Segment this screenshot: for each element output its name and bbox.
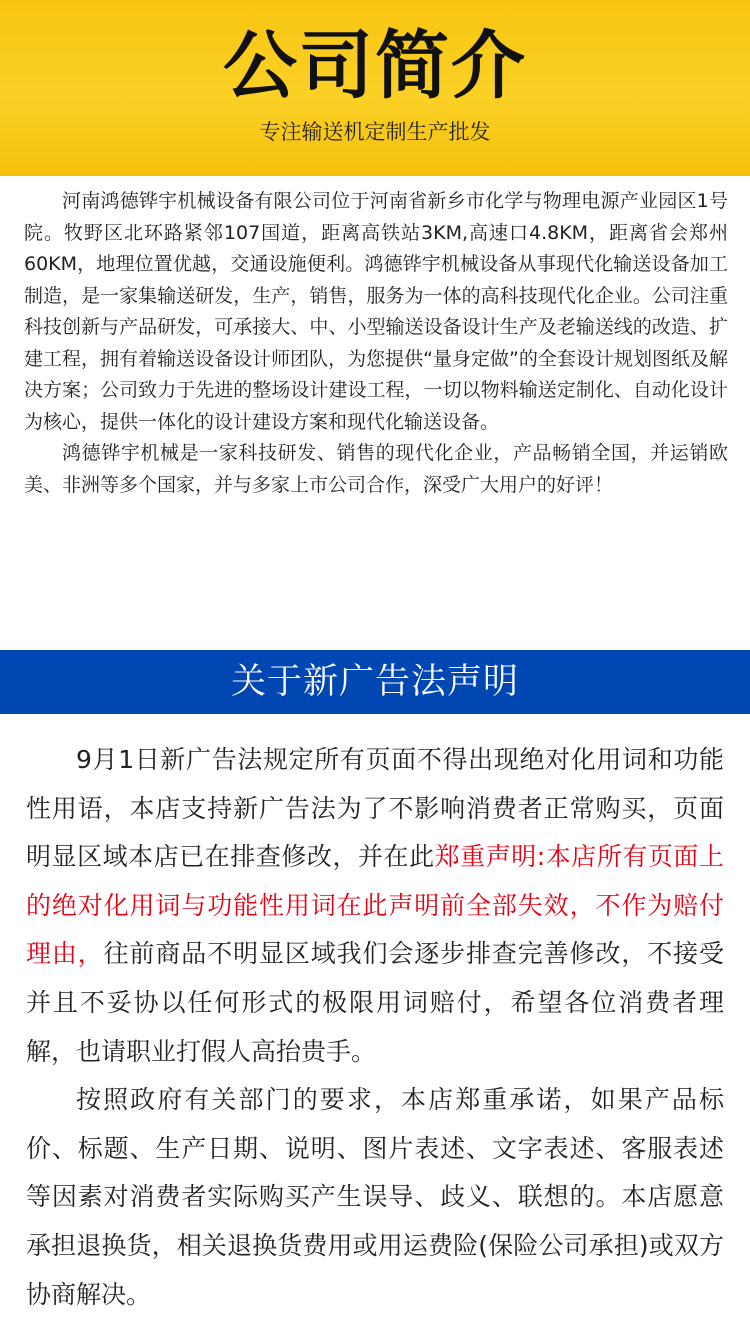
notice-paragraph-2: 按照政府有关部门的要求，本店郑重承诺，如果产品标价、标题、生产日期、说明、图片表述、文字表述、客服表述等因素对消费者实际购买产生误导、歧义、联想的。本店愿意承担退换货，相关退换货费用或用运费险(保险公司承担)或双方协商解决。 (26, 1085, 724, 1309)
notice-highlight: 郑重声明:本店所有页面上的绝对化用词与功能性用词在此声明前全部失效，不作为赔付理由， (26, 842, 724, 969)
ad-law-notice (26, 736, 724, 1319)
notice-paragraph-1 (26, 736, 724, 1076)
section-banner (0, 650, 750, 714)
company-intro (24, 186, 728, 501)
notice-text: 9月1日新广告法规定所有页面不得出现绝对化用词和功能性用语，本店支持新广告法为了不影响消费者正常购买，页面明显区域本店已在排查修改，并在此 (26, 745, 724, 872)
page-title: 公司简介 (223, 23, 527, 109)
section-title: 关于新广告法声明 (230, 662, 519, 702)
notice-text-continued: 往前商品不明显区域我们会逐步排查完善修改，不接受并且不妥协以任何形式的极限用词赔付，希望各位消费者理解，也请职业打假人高抬贵手。 (26, 939, 724, 1066)
header-banner (0, 0, 750, 176)
intro-paragraph-1: 河南鸿德铧宇机械设备有限公司位于河南省新乡市化学与物理电源产业园区1号院。牧野区北环路紧邻107国道，距离高铁站3KM,高速口4.8KM，距离省会郑州60KM，地理位置优越，交通设施便利。鸿德铧宇机械设备从事现代化输送设备加工制造，是一家集输送研发，生产，销售，服务为一体的高科技现代化企业。公司注重科技创新与产品研发，可承接大、中、小型输送设备设计生产及老输送线的改造、扩建工程，拥有着输送设备设计师团队，为您提供“量身定做”的全套设计规划图纸及解决方案；公司致力于先进的整场设计建设工程，一切以物料输送定制化、自动化设计为核心，提供一体化的设计建设方案和现代化输送设备。 (24, 190, 728, 433)
page-subtitle: 专注输送机定制生产批发 (259, 120, 491, 144)
intro-paragraph-2: 鸿德铧宇机械是一家科技研发、销售的现代化企业，产品畅销全国，并运销欧美、非洲等多个国家，并与多家上市公司合作，深受广大用户的好评！ (24, 442, 728, 496)
